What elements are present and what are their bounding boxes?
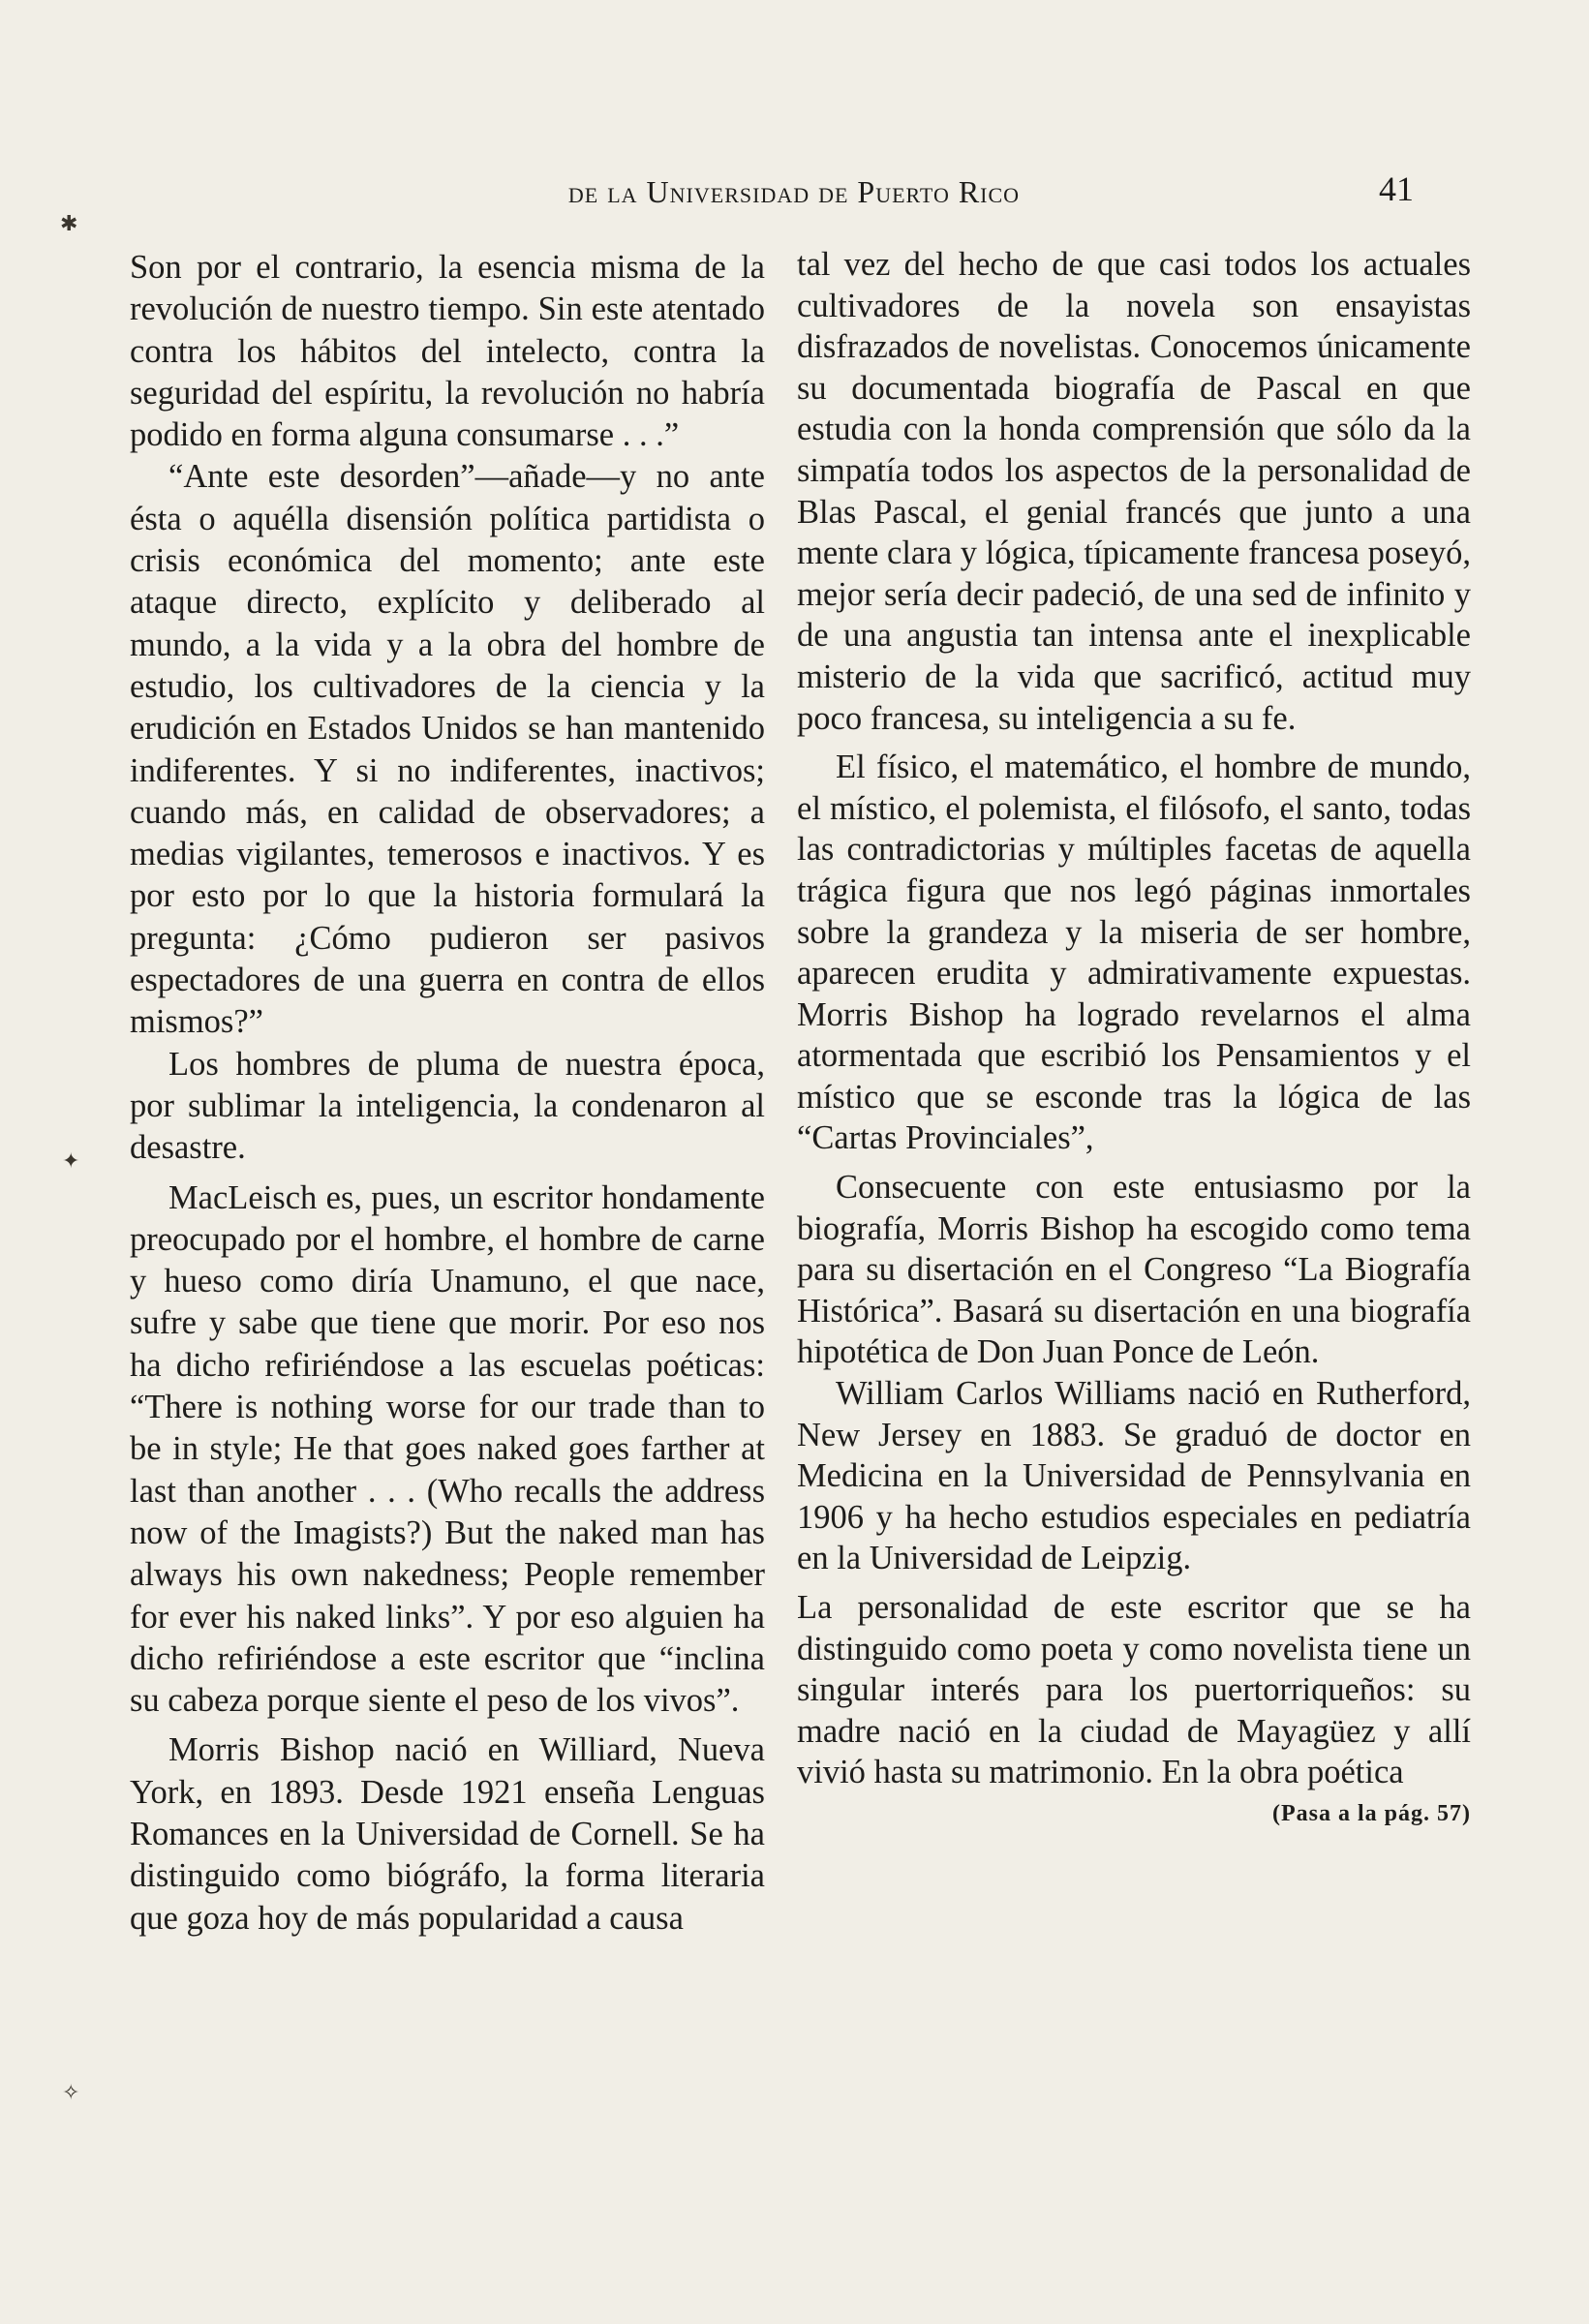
paragraph: tal vez del hecho de que casi todos los actuales cultivadores de la novela son ensayistas disfrazados de novelistas. Conocemos únicamente su documentada biografía de Pascal en que estudia con la honda comprensión que sólo da la simpatía todos los aspectos de la personalidad de Blas Pascal, el genial francés que junto a una mente clara y lógica, típicamente francesa poseyó, mejor sería decir padeció, de una sed de infinito y de una angustia tan intensa ante el inexplicable misterio de la vida que sacrificó, actitud muy poco francesa, su inteligencia a su fe. bbox=[797, 246, 1471, 737]
paragraph: Consecuente con este entusiasmo por la biografía, Morris Bishop ha escogido como tema para su disertación en el Congreso “La Biografía Histórica”. Basará su disertación en una biografía hipotética de Don Juan Ponce de León. bbox=[797, 1169, 1471, 1371]
page-number: 41 bbox=[1379, 169, 1414, 208]
ink-speck-icon: ✦ bbox=[62, 1148, 80, 1173]
paragraph: “Ante este desorden”—añade—y no ante ésta o aquélla disensión política partidista o crisis económica del momento; ante este ataque directo, explícito y deliberado al mundo, a la vida y a la obra del hombre de estudio, los cultivadores de la ciencia y la erudición en Estados Unidos se han mantenido indiferentes. Y si no indiferentes, inactivos; cuando más, en calidad de observadores; a medias vigilantes, temerosos e inactivos. Y es por esto por lo que la historia formulará la pregunta: ¿Cómo pudieron ser pasivos espectadores de una guerra en contra de ellos mismos?” bbox=[130, 458, 765, 1041]
paragraph: Los hombres de pluma de nuestra época, por sublimar la inteligencia, la condenaron al desastre. bbox=[130, 1045, 765, 1167]
paragraph: William Carlos Williams nació en Rutherford, New Jersey en 1883. Se graduó de doctor en Medicina en la Universidad de Pennsylvania en 1906 y ha hecho estudios especiales en pediatría en la Universidad de Leipzig. bbox=[797, 1375, 1471, 1577]
right-column bbox=[797, 244, 1471, 1835]
paragraph: La personalidad de este escritor que se ha distinguido como poeta y como novelista tiene un singular interés para los puertorriqueños: su madre nació en la ciudad de Mayagüez y allí vivió hasta su matrimonio. En la obra poética bbox=[797, 1589, 1471, 1791]
left-column bbox=[130, 247, 765, 1940]
paragraph: El físico, el matemático, el hombre de mundo, el místico, el polemista, el filósofo, el santo, todas las contradictorias y múltiples facetas de aquella trágica figura que nos legó páginas inmortales sobre la grandeza y la miseria de ser hombre, aparecen erudita y admirativamente expuestas. Morris Bishop ha logrado revelarnos el alma atormentada que escribió los Pensamientos y el místico que se esconde tras la lógica de las “Cartas Provinciales”, bbox=[797, 749, 1471, 1157]
paragraph: Morris Bishop nació en Williard, Nueva York, en 1893. Desde 1921 enseña Lenguas Romances en la Universidad de Cornell. Se ha distinguido como biógráfo, la forma literaria que goza hoy de más popularidad a causa bbox=[130, 1731, 765, 1937]
continuation-note: (Pasa a la pág. 57) bbox=[1272, 1800, 1471, 1826]
ink-speck-icon: ✱ bbox=[60, 211, 78, 235]
running-head: de la Universidad de Puerto Rico bbox=[567, 174, 1021, 209]
page-header bbox=[290, 169, 1414, 223]
ink-speck-icon: ✧ bbox=[62, 2080, 80, 2104]
paragraph: MacLeisch es, pues, un escritor hondamente preocupado por el hombre, el hombre de carne y hueso como diría Unamuno, el que nace, sufre y sabe que tiene que morir. Por eso nos ha dicho refiriéndose a las escuelas poéticas: “There is nothing worse for our trade than to be in style; He that goes naked goes farther at last than another . . . (Who recalls the address now of the Imagists?) But the naked man has always his own nakedness; People remember for ever his naked links”. Y por eso alguien ha dicho refiriéndose a este escritor que “inclina su cabeza porque siente el peso de los vivos”. bbox=[130, 1178, 765, 1720]
paragraph: Son por el contrario, la esencia misma de la revolución de nuestro tiempo. Sin este atentado contra los hábitos del intelecto, contra la seguridad del espíritu, la revolución no habría podido en forma alguna consumarse . . .” bbox=[130, 249, 765, 454]
